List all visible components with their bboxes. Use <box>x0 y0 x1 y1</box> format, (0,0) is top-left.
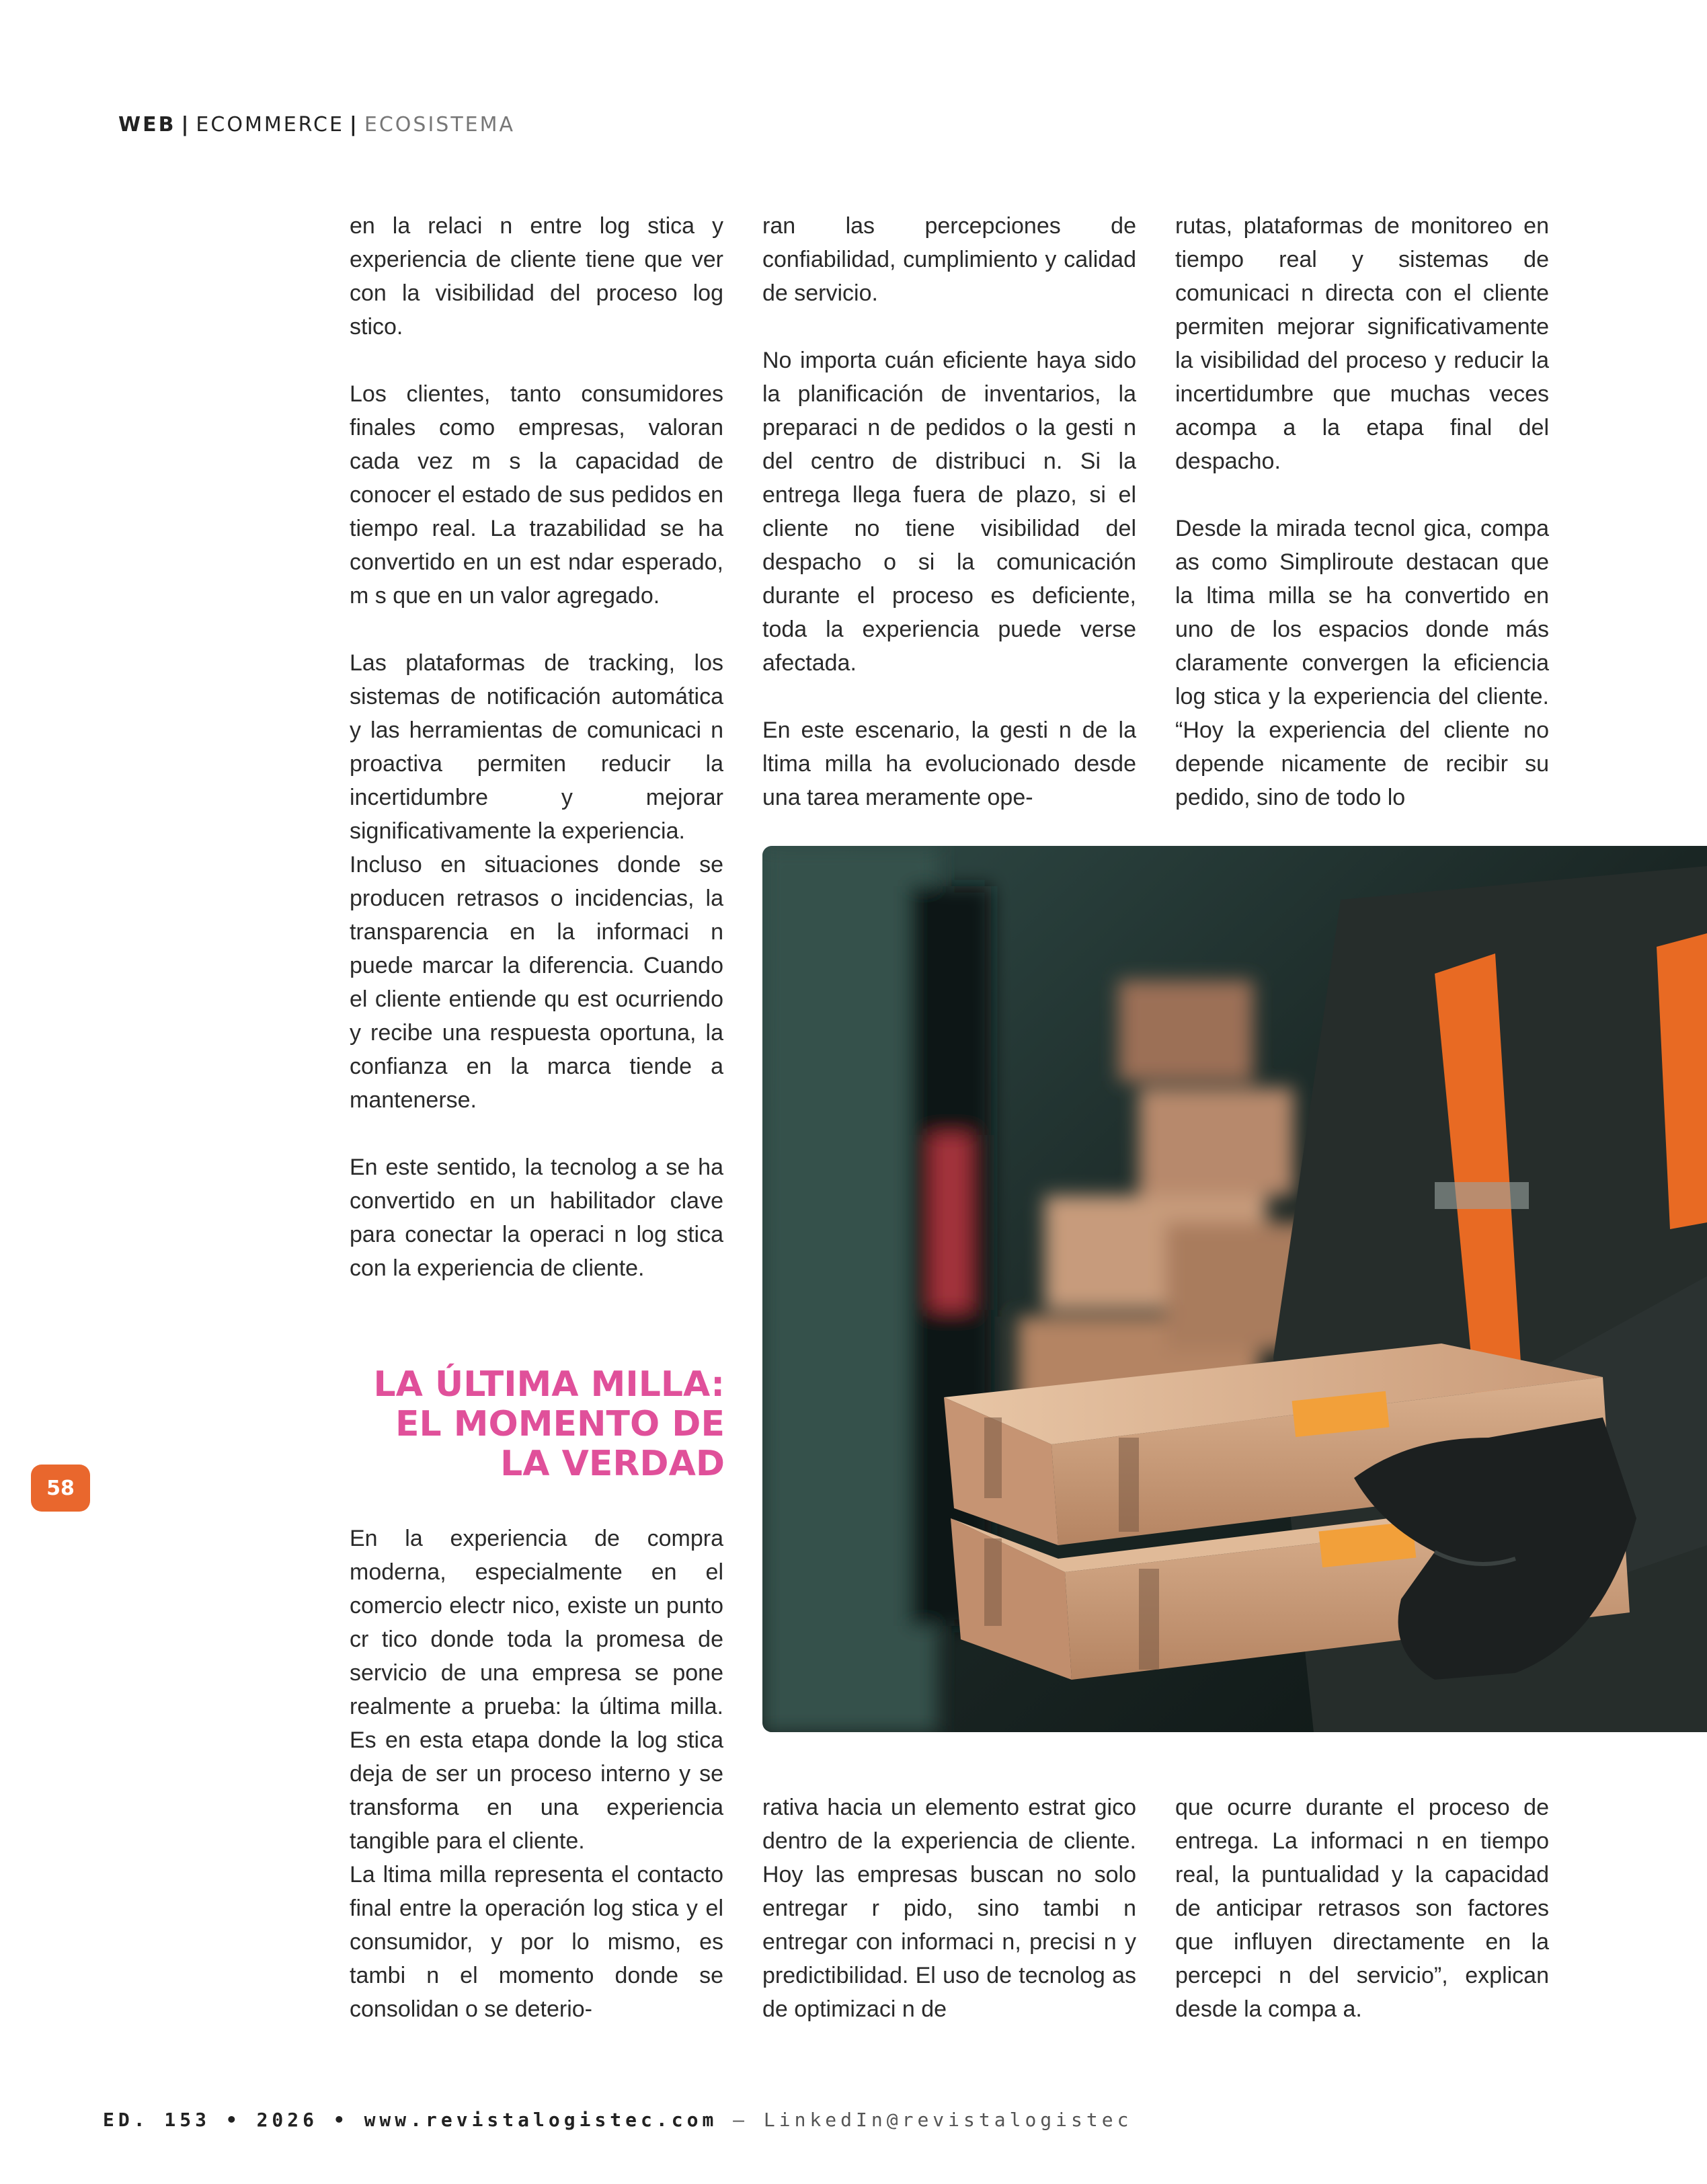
section-heading <box>323 1365 725 1484</box>
page-number-badge <box>31 1465 90 1512</box>
heading-line: LA ÚLTIMA MILLA: <box>373 1364 725 1405</box>
paragraph: en la relaci n entre log stica y experiencia de cliente tiene que ver con la visibilidad del proceso log stico. <box>350 213 723 340</box>
paragraph: No importa cuán eficiente haya sido la planificación de inventarios, la preparaci n de pedidos o la gesti n del centro de distribuci n. Si la entrega llega fuera de plazo, si el cliente no tiene visibilidad del despacho o si la comunicación durante el proceso es deficiente, toda la experiencia puede verse afectada. <box>762 348 1136 676</box>
footer <box>103 2109 1132 2131</box>
paragraph: que ocurre durante el proceso de entrega. La informaci n en tiempo real, la puntualidad y la capacidad de anticipar retrasos son factores que influyen directamente en la percepci n del servicio”, explican desde la compa a. <box>1175 1795 1549 2022</box>
paragraph: Las plataformas de tracking, los sistemas de notificación automática y las herramientas de comunicaci n proactiva permiten reducir la incertidumbre y mejorar significativamente la experiencia. <box>350 650 723 844</box>
column-2-top <box>762 209 1136 814</box>
footer-social: – LinkedIn@revistalogistec <box>717 2109 1133 2131</box>
footer-edition: ED. 153 • 2026 • www.revistalogistec.com <box>103 2109 718 2131</box>
page-number: 58 <box>46 1476 75 1500</box>
header-ecommerce: ECOMMERCE <box>196 113 344 136</box>
paragraph: En la experiencia de compra moderna, especialmente en el comercio electr nico, existe un punto cr tico donde toda la promesa de servicio de una empresa se pone realmente a prueba: la última milla. Es en esta etapa donde la log stica deja de ser un proceso interno y se transforma en una experiencia tangible para el cliente. <box>350 1526 723 1854</box>
paragraph: En este sentido, la tecnolog a se ha convertido en un habilitador clave para conectar la operaci n log stica con la experiencia de cliente. <box>350 1155 723 1281</box>
header-divider: | <box>349 113 359 136</box>
paragraph: En este escenario, la gesti n de la ltima milla ha evolucionado desde una tarea meramente ope- <box>762 717 1136 810</box>
header-ecosistema: ECOSISTEMA <box>364 113 516 136</box>
paragraph: ran las percepciones de confiabilidad, cumplimiento y calidad de servicio. <box>762 213 1136 306</box>
paragraph: Los clientes, tanto consumidores finales como empresas, valoran cada vez m s la capacidad de conocer el estado de sus pedidos en tiempo real. La trazabilidad se ha convertido en un est ndar esperado, m s que en un valor agregado. <box>350 381 723 609</box>
paragraph: Desde la mirada tecnol gica, compa as como Simpliroute destacan que la ltima milla se ha convertido en uno de los espacios donde más claramente convergen la eficiencia log stica y la experiencia del cliente. “Hoy la experiencia del cliente no depende nicamente de recibir su pedido, sino de todo lo <box>1175 516 1549 810</box>
delivery-photo <box>762 846 1707 1732</box>
column-3-top <box>1175 209 1549 814</box>
column-1-bottom <box>350 1522 723 2026</box>
paragraph: Incluso en situaciones donde se producen retrasos o incidencias, la transparencia en la informaci n puede marcar la diferencia. Cuando el cliente entiende qu est ocurriendo y recibe una respuesta oportuna, la confianza en la marca tiende a mantenerse. <box>350 852 723 1113</box>
heading-line: LA VERDAD <box>500 1444 725 1484</box>
column-2-bottom <box>762 1791 1136 2026</box>
column-1-top <box>350 209 723 1285</box>
delivery-illustration <box>762 846 1707 1732</box>
paragraph: rativa hacia un elemento estrat gico dentro de la experiencia de cliente. Hoy las empresas buscan no solo entregar r pido, sino tambi n entregar con informaci n, precisi n y predictibilidad. El uso de tecnolog as de optimizaci n de <box>762 1795 1136 2022</box>
heading-line: EL MOMENTO DE <box>395 1404 725 1444</box>
paragraph: rutas, plataformas de monitoreo en tiempo real y sistemas de comunicaci n directa con el cliente permiten mejorar significativamente la visibilidad del proceso y reducir la incertidumbre que muchas veces acompa a la etapa final del despacho. <box>1175 213 1549 474</box>
paragraph: La ltima milla representa el contacto final entre la operación log stica y el consumidor, y por lo mismo, es tambi n el momento donde se consolidan o se deterio- <box>350 1862 723 2022</box>
column-3-bottom <box>1175 1791 1549 2026</box>
section-header <box>118 113 515 136</box>
header-divider: | <box>181 113 191 136</box>
header-web: WEB <box>118 113 176 136</box>
